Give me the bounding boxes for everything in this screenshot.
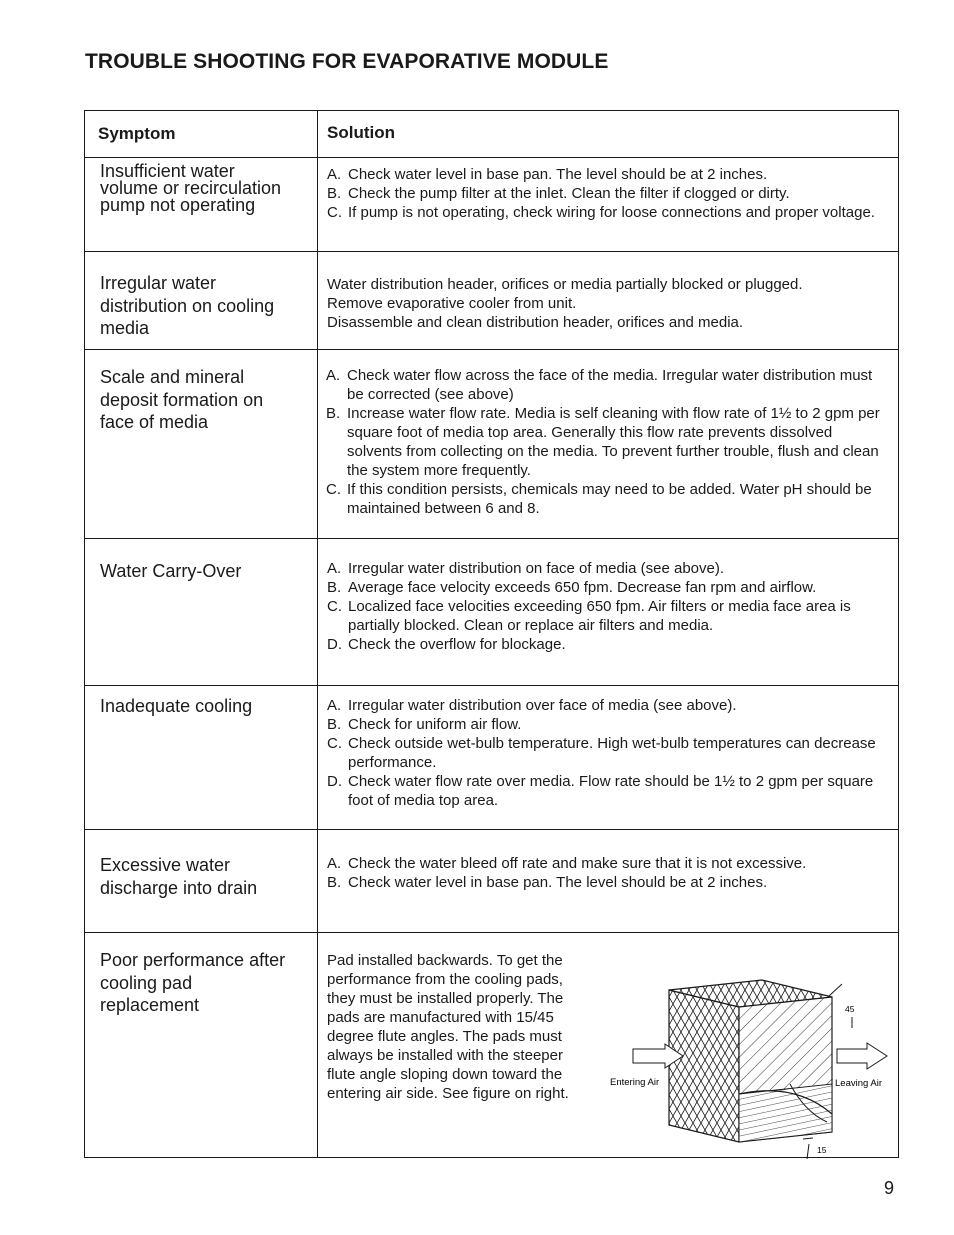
table-row	[85, 251, 898, 350]
entering-air-label: Entering Air	[610, 1077, 660, 1088]
solution-cell	[327, 696, 890, 810]
table-row	[85, 685, 898, 830]
solution-item: C. If pump is not operating, check wiring for loose connections and proper voltage.	[327, 204, 875, 221]
solution-cell	[327, 165, 890, 222]
solution-item: B. Average face velocity exceeds 650 fpm. Decrease fan rpm and airflow.	[327, 579, 817, 596]
symptom-cell: Irregular water distribution on cooling media	[100, 273, 275, 338]
solution-item: B. Check water level in base pan. The level should be at 2 inches.	[327, 874, 768, 891]
solution-item: C. Check outside wet-bulb temperature. High wet-bulb temperatures can decrease performance.	[327, 735, 876, 771]
solution-line: always be installed with the steeper	[327, 1047, 563, 1064]
leaving-air-arrow	[837, 1043, 887, 1069]
solution-cell	[327, 951, 607, 1103]
solution-item: D. Check water flow rate over media. Flow rate should be 1½ to 2 gpm per square foot of media top area.	[327, 773, 874, 809]
solution-item: C. If this condition persists, chemicals may need to be added. Water pH should be maintained between 6 and 8.	[326, 481, 872, 517]
solution-line: degree flute angles. The pads must	[327, 1028, 562, 1045]
table-row	[85, 932, 898, 1157]
solution-line: they must be installed properly. The	[327, 990, 564, 1007]
solution-line: Disassemble and clean distribution header, orifices and media.	[327, 314, 744, 331]
solution-item: B. Check for uniform air flow.	[327, 716, 522, 733]
solution-line: performance from the cooling pads,	[327, 971, 563, 988]
page-title: TROUBLE SHOOTING FOR EVAPORATIVE MODULE	[85, 50, 609, 73]
symptom-cell: Scale and mineral deposit formation on face of media	[100, 367, 264, 432]
solution-item: D. Check the overflow for blockage.	[327, 636, 566, 653]
page-number: 9	[884, 1178, 895, 1198]
solution-header: Solution	[327, 123, 395, 142]
cooling-pad-figure	[605, 962, 895, 1162]
symptom-cell: Poor performance after cooling pad replacement	[100, 950, 286, 1015]
solution-item: A. Irregular water distribution over face of media (see above).	[327, 697, 737, 714]
troubleshooting-table	[84, 110, 899, 1158]
solution-line: pads are manufactured with 15/45	[327, 1009, 554, 1026]
table-row	[85, 538, 898, 686]
solution-line: flute angle sloping down toward the	[327, 1066, 563, 1083]
solution-item: A. Irregular water distribution on face of media (see above).	[327, 560, 725, 577]
table-row	[85, 349, 898, 539]
table-header-row	[85, 111, 898, 158]
solution-cell	[327, 275, 890, 332]
table-row	[85, 157, 898, 252]
solution-line: Water distribution header, orifices or media partially blocked or plugged.	[327, 276, 803, 293]
leaving-air-label: Leaving Air	[835, 1078, 883, 1089]
table-row	[85, 829, 898, 933]
solution-item: B. Increase water flow rate. Media is self cleaning with flow rate of 1½ to 2 gpm per square foot of media top area. Generally this flow rate prevents dissolved solvents from collecting on the media. To prevent further trouble, flush and clean the system more frequently.	[326, 405, 880, 479]
solution-item: A. Check the water bleed off rate and make sure that it is not excessive.	[327, 855, 807, 872]
angle-15-label: 15	[817, 1145, 827, 1155]
angle-45-label: 45	[845, 1004, 855, 1014]
symptom-cell: Insufficient water volume or recirculation pump not operating	[100, 161, 282, 215]
solution-cell	[327, 559, 890, 654]
solution-item: A. Check water level in base pan. The level should be at 2 inches.	[327, 166, 768, 183]
symptom-cell: Inadequate cooling	[100, 696, 253, 716]
solution-cell	[327, 854, 890, 892]
symptom-cell: Water Carry-Over	[100, 561, 242, 581]
pad-front-face	[669, 990, 739, 1142]
solution-item: A. Check water flow across the face of the media. Irregular water distribution must be corrected (see above)	[326, 367, 873, 403]
solution-item: B. Check the pump filter at the inlet. Clean the filter if clogged or dirty.	[327, 185, 790, 202]
solution-line: entering air side. See figure on right.	[327, 1085, 569, 1102]
solution-line: Remove evaporative cooler from unit.	[327, 295, 577, 312]
solution-item: C. Localized face velocities exceeding 650 fpm. Air filters or media face area is partially blocked. Clean or replace air filters and media.	[327, 598, 851, 634]
symptom-cell: Excessive water discharge into drain	[100, 855, 258, 898]
solution-line: Pad installed backwards. To get the	[327, 952, 563, 969]
solution-cell	[326, 366, 890, 518]
symptom-header: Symptom	[98, 124, 176, 143]
